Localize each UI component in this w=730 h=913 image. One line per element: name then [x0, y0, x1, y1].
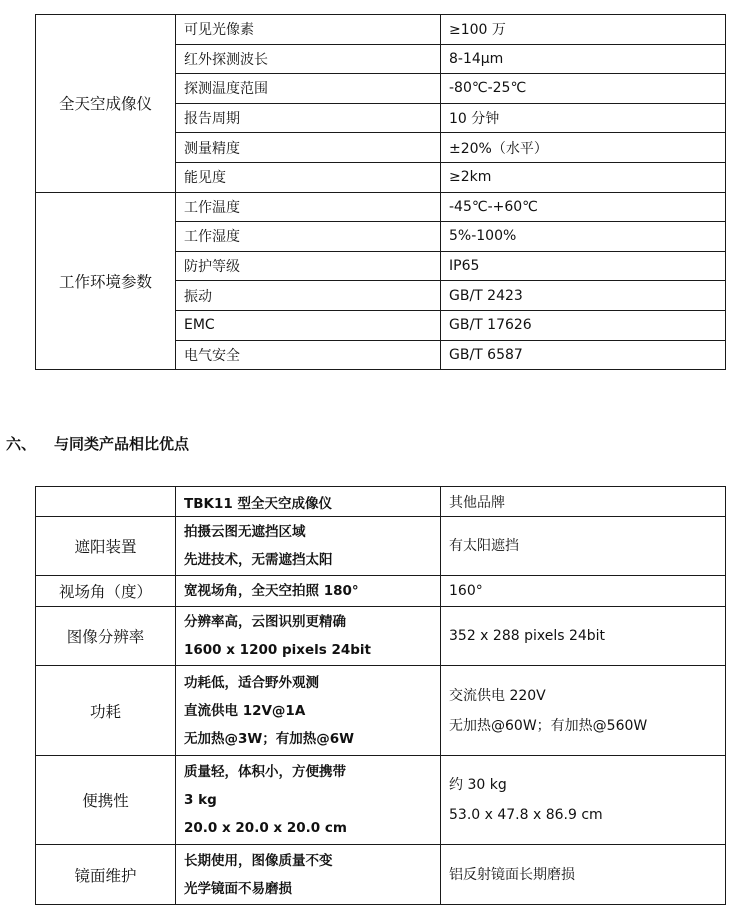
spec-row [36, 15, 726, 45]
spec-value-cell: GB/T 17626 [441, 310, 726, 340]
cell-line: 有太阳遮挡 [449, 538, 519, 554]
tbk11-cell [176, 576, 441, 607]
cell-line: 交流供电 220V [449, 687, 546, 704]
cell-line: 拍摄云图无遮挡区域 [184, 524, 306, 540]
comparison-row [36, 576, 726, 607]
feature-cell: 遮阳装置 [36, 517, 176, 576]
tbk11-cell [176, 845, 441, 905]
cell-line: 20.0 x 20.0 x 20.0 cm [184, 820, 347, 836]
spec-param-cell: 红外探测波长 [176, 44, 441, 74]
cell-line: 宽视场角，全天空拍照 180° [184, 583, 359, 599]
spec-value-cell: ≥2km [441, 162, 726, 192]
feature-cell: 便携性 [36, 756, 176, 845]
cell-line: 1600 x 1200 pixels 24bit [184, 642, 372, 658]
spec-param-cell: 防护等级 [176, 251, 441, 281]
spec-value-cell: IP65 [441, 251, 726, 281]
spec-group-label: 全天空成像仪 [36, 15, 176, 193]
cell-line: 无加热@60W；有加热@560W [449, 717, 648, 734]
spec-param-cell: 测量精度 [176, 133, 441, 163]
cell-line: 3 kg [184, 792, 217, 808]
cell-line: 铝反射镜面长期磨损 [449, 866, 575, 883]
cell-line: 无加热@3W；有加热@6W [184, 730, 355, 747]
other-brand-cell [441, 845, 726, 905]
spec-param-cell: EMC [176, 310, 441, 340]
feature-cell: 功耗 [36, 666, 176, 756]
section-title: 与同类产品相比优点 [54, 435, 190, 453]
spec-param-cell: 振动 [176, 281, 441, 311]
comparison-row [36, 607, 726, 666]
spec-value-cell: ±20%（水平） [441, 133, 726, 163]
spec-value-cell: 5%-100% [441, 222, 726, 252]
other-brand-cell [441, 517, 726, 576]
header-other-cell: 其他品牌 [441, 487, 726, 517]
comparison-row [36, 845, 726, 905]
tbk11-cell [176, 666, 441, 756]
cell-line: 质量轻，体积小，方便携带 [184, 764, 346, 780]
spec-param-cell: 探测温度范围 [176, 74, 441, 104]
spec-value-cell: -45℃-+60℃ [441, 192, 726, 222]
spec-value-cell: 8-14μm [441, 44, 726, 74]
spec-group-label: 工作环境参数 [36, 192, 176, 370]
other-brand-cell [441, 607, 726, 666]
other-brand-cell [441, 666, 726, 756]
section-heading [6, 433, 189, 454]
spec-value-cell: 10 分钟 [441, 103, 726, 133]
feature-cell: 镜面维护 [36, 845, 176, 905]
tbk11-cell [176, 756, 441, 845]
cell-line: 352 x 288 pixels 24bit [449, 628, 606, 644]
spec-param-cell: 能见度 [176, 162, 441, 192]
section-number: 六、 [6, 435, 37, 453]
header-ours-cell: TBK11 型全天空成像仪 [176, 487, 441, 517]
comparison-header-row [36, 487, 726, 517]
cell-line: 分辨率高，云图识别更精确 [184, 614, 346, 630]
spec-value-cell: GB/T 6587 [441, 340, 726, 370]
feature-cell: 视场角（度） [36, 576, 176, 607]
spec-value-cell: GB/T 2423 [441, 281, 726, 311]
cell-line: 长期使用，图像质量不变 [184, 852, 333, 869]
spec-param-cell: 电气安全 [176, 340, 441, 370]
cell-line: 约 30 kg [449, 777, 507, 793]
header-feature-cell [36, 487, 176, 517]
comparison-row [36, 517, 726, 576]
spec-param-cell: 工作湿度 [176, 222, 441, 252]
spec-param-cell: 工作温度 [176, 192, 441, 222]
spec-value-cell: -80℃-25℃ [441, 74, 726, 104]
other-brand-cell [441, 756, 726, 845]
cell-line: 功耗低，适合野外观测 [184, 674, 319, 691]
spec-param-cell: 可见光像素 [176, 15, 441, 45]
spec-value-cell: ≥100 万 [441, 15, 726, 45]
spec-row [36, 192, 726, 222]
tbk11-cell [176, 607, 441, 666]
feature-cell: 图像分辨率 [36, 607, 176, 666]
cell-line: 53.0 x 47.8 x 86.9 cm [449, 807, 603, 823]
comparison-row [36, 756, 726, 845]
tbk11-cell [176, 517, 441, 576]
comparison-table [35, 486, 726, 905]
cell-line: 直流供电 12V@1A [184, 702, 306, 719]
spec-table [35, 14, 726, 370]
other-brand-cell [441, 576, 726, 607]
cell-line: 先进技术，无需遮挡太阳 [184, 552, 333, 568]
comparison-row [36, 666, 726, 756]
cell-line: 光学镜面不易磨损 [184, 880, 292, 897]
spec-param-cell: 报告周期 [176, 103, 441, 133]
cell-line: 160° [449, 583, 483, 599]
